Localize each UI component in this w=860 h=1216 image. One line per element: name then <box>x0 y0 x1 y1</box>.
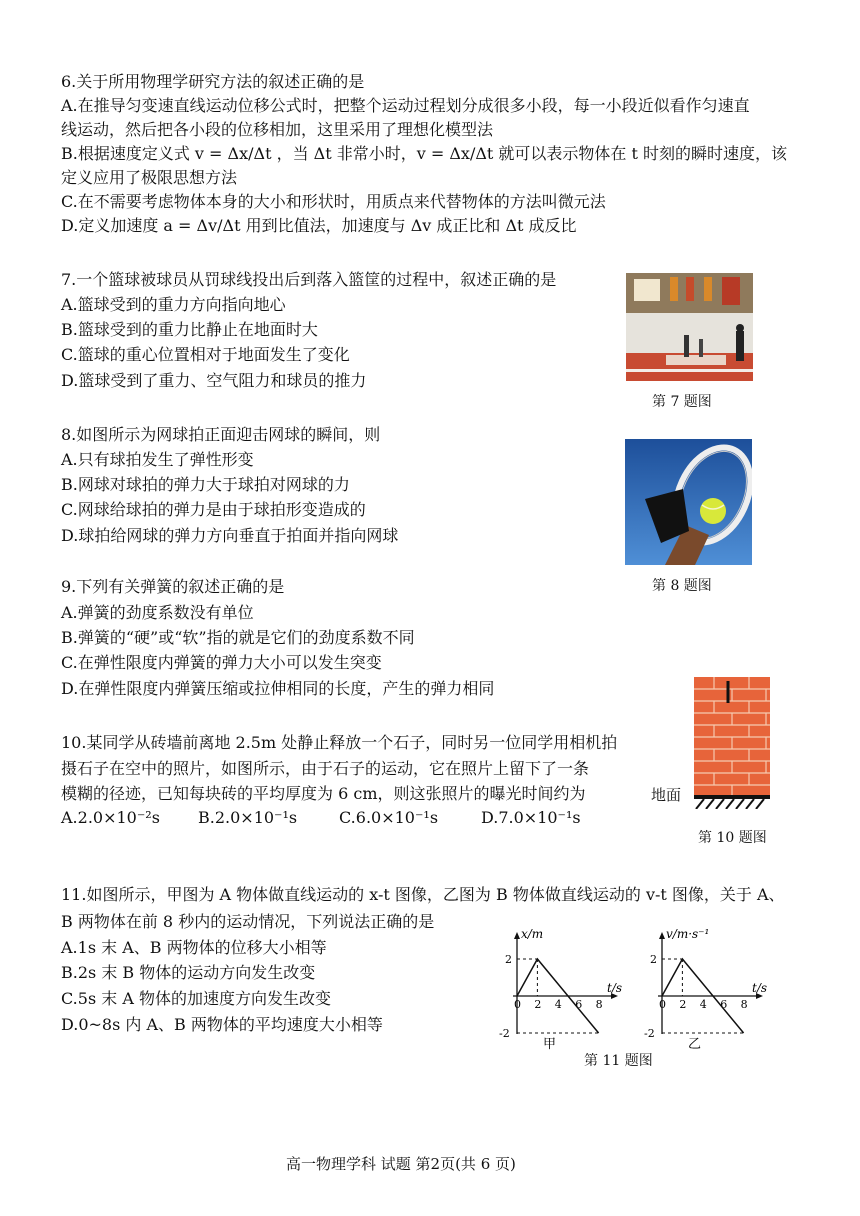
jia-y-arrow <box>514 932 520 939</box>
q9-option-a: A.弹簧的劲度系数没有单位 <box>61 603 254 622</box>
x-t-graph-jia <box>495 924 630 1056</box>
q8-caption: 第 8 题图 <box>652 578 712 594</box>
q10-option-b: B.2.0×10⁻¹s <box>198 808 298 827</box>
q10-option-d: D.7.0×10⁻¹s <box>481 808 581 827</box>
v-t-graph-yi <box>640 924 775 1056</box>
yi-xtick-0: 0 <box>659 998 666 1011</box>
q11-option-a: A.1s 末 A、B 两物体的位移大小相等 <box>61 938 327 957</box>
jia-xtick-8: 8 <box>595 998 603 1011</box>
q6-option-a-line1: A.在推导匀变速直线运动位移公式时，把整个运动过程划分成很多小段，每一小段近似看作匀速直 <box>61 96 750 115</box>
q6-option-c: C.在不需要考虑物体本身的大小和形状时，用质点来代替物体的方法叫微元法 <box>61 192 606 211</box>
q10-caption: 第 10 题图 <box>698 830 767 846</box>
q7-option-b: B.篮球受到的重力比静止在地面时大 <box>61 320 318 339</box>
q10-line2: 摄石子在空中的照片，如图所示，由于石子的运动，它在照片上留下了一条 <box>61 759 590 778</box>
q10-line3: 模糊的径迹，已知每块砖的平均厚度为 6 cm，则这张照片的曝光时间约为 <box>61 784 586 803</box>
q7-caption: 第 7 题图 <box>652 394 712 410</box>
q6-stem: 6.关于所用物理学研究方法的叙述正确的是 <box>61 72 365 91</box>
q10-brick-wall-figure <box>694 677 770 809</box>
yi-y-arrow <box>659 932 665 939</box>
page-footer: 高一物理学科 试题 第2页(共 6 页) <box>286 1155 516 1173</box>
q10-option-a: A.2.0×10⁻²s <box>61 808 160 827</box>
jia-ytick-neg2: -2 <box>499 1027 510 1040</box>
jia-y-axis-label: x/m <box>521 927 544 941</box>
q6-option-a-line2: 线运动，然后把各小段的位移相加，这里采用了理想化模型法 <box>61 120 494 139</box>
q8-stem: 8.如图所示为网球拍正面迎击网球的瞬间，则 <box>61 425 381 444</box>
q8-tennis-racket-photo <box>625 439 752 565</box>
q8-option-d: D.球拍给网球的弹力方向垂直于拍面并指向网球 <box>61 526 399 545</box>
q10-ground-label: 地面 <box>651 786 682 804</box>
q7-basketball-court-photo <box>626 273 753 381</box>
yi-xtick-4: 4 <box>699 998 707 1011</box>
q6-option-b-line1: B.根据速度定义式 v = Δx/Δt ，当 Δt 非常小时，v = Δx/Δt 就可以表示物体在 t 时刻的瞬时速度，该 <box>61 144 788 163</box>
q7-option-c: C.篮球的重心位置相对于地面发生了变化 <box>61 345 350 364</box>
q6-option-d: D.定义加速度 a = Δv/Δt 用到比值法，加速度与 Δv 成正比和 Δt 成反比 <box>61 216 577 235</box>
jia-xtick-2: 2 <box>534 998 542 1011</box>
jia-caption: 甲 <box>543 1037 557 1052</box>
jia-xtick-6: 6 <box>575 998 583 1011</box>
q9-option-d: D.在弹性限度内弹簧压缩或拉伸相同的长度，产生的弹力相同 <box>61 679 495 698</box>
q9-option-c: C.在弹性限度内弹簧的弹力大小可以发生突变 <box>61 653 382 672</box>
q8-option-c: C.网球给球拍的弹力是由于球拍形变造成的 <box>61 500 366 519</box>
q8-option-a: A.只有球拍发生了弹性形变 <box>61 450 254 469</box>
q10-line1: 10.某同学从砖墙前离地 2.5m 处静止释放一个石子，同时另一位同学用相机拍 <box>61 733 618 752</box>
q11-option-b: B.2s 末 B 物体的运动方向发生改变 <box>61 963 316 982</box>
yi-xtick-2: 2 <box>679 998 687 1011</box>
jia-ytick-2: 2 <box>505 953 512 966</box>
q6-option-b-line2: 定义应用了极限思想方法 <box>61 168 238 187</box>
jia-xtick-4: 4 <box>554 998 562 1011</box>
q7-option-a: A.篮球受到的重力方向指向地心 <box>61 295 286 314</box>
q11-line1: 11.如图所示，甲图为 A 物体做直线运动的 x-t 图像，乙图为 B 物体做直线运动的 v-t 图像，关于 A、 <box>61 885 785 904</box>
yi-ytick-neg2: -2 <box>644 1027 655 1040</box>
q10-option-c: C.6.0×10⁻¹s <box>339 808 439 827</box>
q8-option-b: B.网球对球拍的弹力大于球拍对网球的力 <box>61 475 350 494</box>
yi-caption: 乙 <box>688 1037 702 1052</box>
yi-y-axis-label: v/m·s⁻¹ <box>666 927 710 941</box>
yi-xtick-6: 6 <box>720 998 728 1011</box>
q11-caption: 第 11 题图 <box>584 1053 653 1069</box>
q9-option-b: B.弹簧的“硬”或“软”指的就是它们的劲度系数不同 <box>61 628 415 647</box>
q9-stem: 9.下列有关弹簧的叙述正确的是 <box>61 577 285 596</box>
yi-xtick-8: 8 <box>740 998 748 1011</box>
q7-option-d: D.篮球受到了重力、空气阻力和球员的推力 <box>61 371 367 390</box>
jia-xtick-0: 0 <box>514 998 521 1011</box>
q11-option-d: D.0~8s 内 A、B 两物体的平均速度大小相等 <box>61 1015 383 1034</box>
jia-x-axis-label: t/s <box>607 981 623 995</box>
q7-stem: 7.一个篮球被球员从罚球线投出后到落入篮筐的过程中，叙述正确的是 <box>61 270 557 289</box>
q11-option-c: C.5s 末 A 物体的加速度方向发生改变 <box>61 989 331 1008</box>
q11-line2: B 两物体在前 8 秒内的运动情况，下列说法正确的是 <box>61 912 435 931</box>
yi-x-axis-label: t/s <box>752 981 768 995</box>
yi-ytick-2: 2 <box>650 953 657 966</box>
